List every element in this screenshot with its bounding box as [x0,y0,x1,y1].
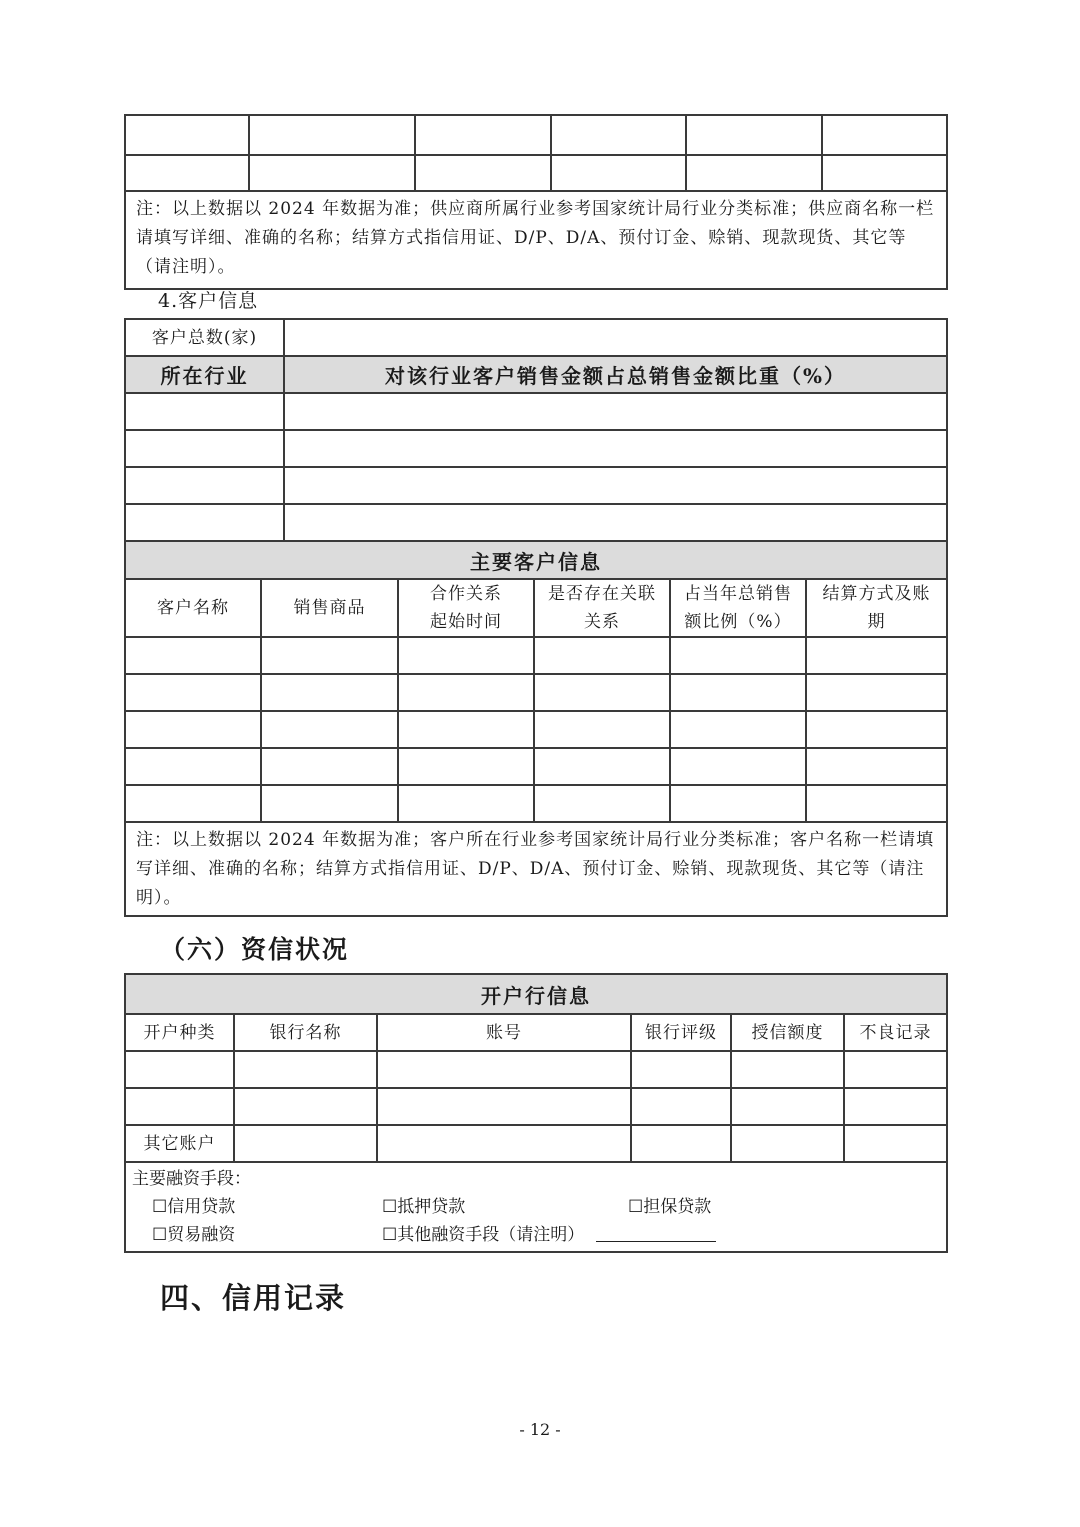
table-cell[interactable] [731,1088,844,1125]
table-cell[interactable] [125,430,284,467]
table-cell[interactable] [631,1088,731,1125]
financing-methods [125,1162,947,1252]
table-cell[interactable] [125,748,261,785]
other-financing-group [382,1221,584,1249]
page-number: - 12 - [519,1420,561,1439]
table-cell[interactable] [284,467,947,504]
table-cell[interactable] [822,115,947,155]
table-cell[interactable] [234,1051,377,1088]
table-cell[interactable] [631,1051,731,1088]
table-cell[interactable] [806,637,947,674]
section-four-heading: 四、信用记录 [160,1281,347,1315]
table-cell[interactable] [261,748,398,785]
table-cell[interactable] [125,115,249,155]
column-header: 占当年总销售额比例（%） [670,579,806,637]
table-cell[interactable] [670,748,806,785]
table-cell[interactable] [284,393,947,430]
customer-industry-table [124,318,948,542]
table-cell[interactable] [398,711,534,748]
table-cell[interactable] [125,711,261,748]
table-cell[interactable] [261,674,398,711]
table-cell[interactable] [534,785,670,822]
table-cell[interactable] [249,155,415,191]
table-cell[interactable] [377,1088,631,1125]
column-header: 授信额度 [731,1014,844,1051]
table-cell[interactable] [686,155,822,191]
table-cell[interactable] [806,674,947,711]
table-cell[interactable] [125,637,261,674]
table-cell[interactable] [398,637,534,674]
table-cell[interactable] [731,1125,844,1162]
table-cell[interactable] [822,155,947,191]
table-cell[interactable] [631,1125,731,1162]
other-financing-blank[interactable] [596,1221,716,1242]
table-cell[interactable] [670,637,806,674]
table-cell[interactable] [806,748,947,785]
table-cell[interactable] [234,1088,377,1125]
bank-info-header: 开户行信息 [125,974,947,1014]
supplier-note: 注：以上数据以 2024 年数据为准；供应商所属行业参考国家统计局行业分类标准；供应商名称一栏请填写详细、准确的名称；结算方式指信用证、D/P、D/A、预付订金、赊销、现款现货、其它等（请注明）。 [125,191,947,289]
customer-total-input[interactable] [284,319,947,356]
table-cell[interactable] [249,115,415,155]
column-header: 不良记录 [844,1014,947,1051]
table-cell[interactable] [844,1125,947,1162]
checkbox-other-financing[interactable]: ☐其他融资手段（请注明） [382,1225,585,1245]
table-cell[interactable] [534,637,670,674]
table-cell[interactable] [284,504,947,541]
column-header: 合作关系起始时间 [398,579,534,637]
table-cell[interactable] [261,637,398,674]
supplier-table [124,114,948,290]
table-cell[interactable] [844,1051,947,1088]
checkbox-mortgage-loan[interactable]: ☐抵押贷款 [382,1197,466,1217]
table-cell[interactable] [125,1088,234,1125]
table-cell[interactable] [731,1051,844,1088]
column-header: 开户种类 [125,1014,234,1051]
column-header: 客户名称 [125,579,261,637]
table-cell[interactable] [534,711,670,748]
table-cell[interactable] [806,711,947,748]
table-cell[interactable] [125,674,261,711]
table-cell[interactable] [377,1051,631,1088]
checkbox-trade-financing[interactable]: ☐贸易融资 [152,1225,236,1245]
table-cell[interactable] [551,155,686,191]
table-cell[interactable] [398,785,534,822]
table-cell[interactable] [670,711,806,748]
checkbox-guarantee-loan[interactable]: ☐担保贷款 [628,1197,712,1217]
column-header: 银行评级 [631,1014,731,1051]
table-cell[interactable] [125,1051,234,1088]
table-cell[interactable] [415,115,551,155]
table-cell[interactable] [806,785,947,822]
table-cell[interactable] [377,1125,631,1162]
major-customer-table [124,540,948,917]
customer-section-heading: 4.客户信息 [158,290,259,312]
other-accounts-label: 其它账户 [125,1125,234,1162]
column-header: 银行名称 [234,1014,377,1051]
table-cell[interactable] [125,155,249,191]
table-cell[interactable] [398,748,534,785]
table-cell[interactable] [398,674,534,711]
table-cell[interactable] [670,674,806,711]
customer-note: 注：以上数据以 2024 年数据为准；客户所在行业参考国家统计局行业分类标准；客户名称一栏请填写详细、准确的名称；结算方式指信用证、D/P、D/A、预付订金、赊销、现款现货、其它等（请注明）。 [125,822,947,916]
checkbox-credit-loan[interactable]: ☐信用贷款 [152,1197,236,1217]
customer-total-label: 客户总数(家) [125,319,284,356]
column-header: 结算方式及账期 [806,579,947,637]
financing-label: 主要融资手段： [132,1169,251,1189]
table-cell[interactable] [125,504,284,541]
table-cell[interactable] [844,1088,947,1125]
major-customer-header: 主要客户信息 [125,541,947,579]
industry-header: 所在行业 [125,356,284,393]
column-header: 是否存在关联关系 [534,579,670,637]
table-cell[interactable] [125,785,261,822]
table-cell[interactable] [670,785,806,822]
table-cell[interactable] [261,711,398,748]
table-cell[interactable] [261,785,398,822]
table-cell[interactable] [125,467,284,504]
table-cell[interactable] [534,674,670,711]
column-header: 销售商品 [261,579,398,637]
table-cell[interactable] [534,748,670,785]
table-cell[interactable] [415,155,551,191]
table-cell[interactable] [234,1125,377,1162]
table-cell[interactable] [125,393,284,430]
bank-info-table [124,973,948,1253]
credit-section-heading: （六）资信状况 [160,935,350,964]
ratio-header: 对该行业客户销售金额占总销售金额比重（%） [284,356,947,393]
column-header: 账号 [377,1014,631,1051]
table-cell[interactable] [551,115,686,155]
table-cell[interactable] [284,430,947,467]
table-cell[interactable] [686,115,822,155]
